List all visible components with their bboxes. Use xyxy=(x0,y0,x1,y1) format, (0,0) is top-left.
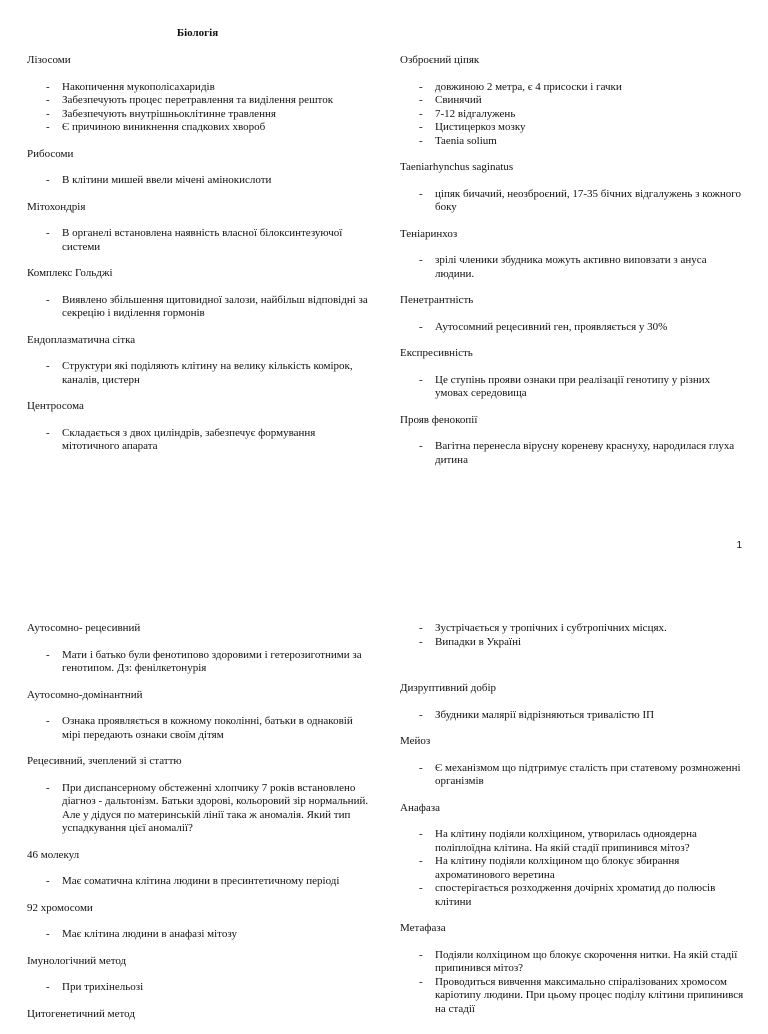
bullet-list xyxy=(400,374,745,401)
section-heading: Аутосомно- рецесивний xyxy=(27,622,141,634)
section xyxy=(27,54,372,135)
list-item: - Подіяли колхіцином що блокує скорочення нитки. На якій стадії припинився мітоз? xyxy=(400,949,745,976)
document-title: Біологія xyxy=(176,27,219,39)
bullet-list xyxy=(27,649,372,676)
section xyxy=(400,228,745,282)
list-item: - Є механізмом що підтримує сталість при статевому розмноженні організмів xyxy=(400,762,745,789)
section xyxy=(27,955,372,995)
list-item: - Цистицеркоз мозку xyxy=(400,121,745,135)
list-item: - Аутосомний рецесивний ген, проявляється у 30% xyxy=(400,321,745,335)
bullet-list xyxy=(27,981,372,995)
bullet-list xyxy=(400,949,745,1017)
section-heading: 92 хромосоми xyxy=(27,901,93,914)
section xyxy=(27,201,372,255)
list-item: - 7-12 відгалужень xyxy=(400,108,745,122)
bullet-list xyxy=(27,174,372,188)
bullet-list xyxy=(27,715,372,742)
section-heading: Теніаринхоз xyxy=(400,227,458,240)
list-item: - Має клітина людини в анафазі мітозу xyxy=(27,928,372,942)
list-item: - Виявлено збільшення щитовидної залози, найбільш відповідні за секрецію і виділення гормонів xyxy=(27,294,372,321)
section xyxy=(27,755,372,836)
list-item: - спостерігається розходження дочірніх хроматид до полюсів клітини xyxy=(400,882,745,909)
bullet-list xyxy=(400,254,745,281)
section-heading: Центросома xyxy=(27,400,84,412)
list-item: - Taenia solium xyxy=(400,135,745,149)
section xyxy=(27,849,372,889)
section xyxy=(27,267,372,321)
list-item: - Свинячий xyxy=(400,94,745,108)
section xyxy=(27,622,372,676)
page2-right-column xyxy=(400,622,745,1029)
page-2 xyxy=(0,606,768,1024)
section xyxy=(400,922,745,1016)
section-heading: Анафаза xyxy=(400,801,440,814)
list-item: - Забезпечують внутрішньоклітинне травлення xyxy=(27,108,372,122)
list-item: - Є причиною виникнення спадкових хвороб xyxy=(27,121,372,135)
bullet-list xyxy=(27,875,372,889)
list-item: - довжиною 2 метра, є 4 присоски і гачки xyxy=(400,81,745,95)
section-heading: Метафаза xyxy=(400,922,446,934)
section xyxy=(27,902,372,942)
section-heading: Прояв фенокопії xyxy=(400,413,478,426)
section-heading: Рецесивний, зчеплений зі статтю xyxy=(27,755,182,767)
section-heading: Мейоз xyxy=(400,735,431,747)
section-heading: Мітохондрія xyxy=(27,200,86,213)
list-item: - При диспансерному обстеженні хлопчику 7 років встановлено діагноз - дальтонізм. Батьки здорові, кольоровий зір нормальний. Але у дідуся по материнській лінії така ж аномалія. Який тип успадкування цієї аномалії? xyxy=(27,782,372,836)
section-heading: Рибосоми xyxy=(27,147,74,160)
list-item: - Випадки в Україні xyxy=(400,636,745,650)
list-item: - Збудники малярії відрізняються тривалістю ІП xyxy=(400,709,745,723)
section-heading: Лізосоми xyxy=(27,54,71,66)
section xyxy=(400,414,745,468)
list-item: - В органелі встановлена наявність власної білоксинтезуючої системи xyxy=(27,227,372,254)
section xyxy=(400,161,745,215)
page-number: 1 xyxy=(736,540,742,551)
section xyxy=(27,689,372,743)
list-item: - ціпяк бичачий, неозброєний, 17-35 бічних відгалужень з кожного боку xyxy=(400,188,745,215)
list-item: - В клітини мишей ввели мічені амінокислоти xyxy=(27,174,372,188)
section xyxy=(27,400,372,454)
section xyxy=(27,1008,372,1022)
section xyxy=(400,622,745,649)
list-item: - При трихінельозі xyxy=(27,981,372,995)
bullet-list xyxy=(27,928,372,942)
section xyxy=(27,334,372,388)
list-item: - Має соматична клітина людини в пресинтетичному періоді xyxy=(27,875,372,889)
bullet-list xyxy=(27,782,372,836)
section-heading: Комплекс Гольджі xyxy=(27,267,113,279)
list-item: - Це ступінь прояви ознаки при реалізації генотипу у різних умовах середовища xyxy=(400,374,745,401)
page1-left-column xyxy=(27,54,372,467)
list-item: - Структури які поділяють клітину на велику кількість комірок, каналів, цистерн xyxy=(27,360,372,387)
page1-right-column xyxy=(400,54,745,480)
list-item: - Забезпечують процес перетравлення та виділення решток xyxy=(27,94,372,108)
section xyxy=(400,682,745,722)
list-item: - На клітину подіяли колхіцином що блокує збирання ахроматинового веретина xyxy=(400,855,745,882)
list-item: - Складається з двох циліндрів, забезпечує формування мітотичного апарата xyxy=(27,427,372,454)
bullet-list xyxy=(27,360,372,387)
section-heading: Імунологічний метод xyxy=(27,954,127,967)
section-heading: Цитогенетичний метод xyxy=(27,1007,135,1020)
list-item: - Накопичення мукополісахаридів xyxy=(27,81,372,95)
section-heading: 46 молекул xyxy=(27,848,80,861)
bullet-list xyxy=(400,81,745,149)
bullet-list xyxy=(400,828,745,909)
list-item: - зрілі членики збудника можуть активно виповзати з ануса людини. xyxy=(400,254,745,281)
section-heading: Озброєний ціпяк xyxy=(400,54,480,66)
bullet-list xyxy=(400,188,745,215)
list-item: - На клітину подіяли колхіцином, утворилась одноядерна поліплоїдна клітина. На якій стадії припинився мітоз? xyxy=(400,828,745,855)
section xyxy=(400,347,745,401)
bullet-list xyxy=(400,762,745,789)
bullet-list xyxy=(27,427,372,454)
section xyxy=(400,54,745,148)
section xyxy=(400,294,745,334)
section xyxy=(27,148,372,188)
bullet-list xyxy=(400,622,745,649)
bullet-list xyxy=(27,81,372,135)
section-heading: Taeniarhynchus saginatus xyxy=(400,161,514,173)
page2-left-column xyxy=(27,622,372,1034)
list-item: - Вагітна перенесла вірусну кореневу краснуху, народилася глуха дитина xyxy=(400,440,745,467)
section-heading: Дизруптивний добір xyxy=(400,682,497,694)
section xyxy=(400,802,745,910)
section-heading: Експресивність xyxy=(400,347,473,359)
bullet-list xyxy=(27,294,372,321)
bullet-list xyxy=(400,709,745,723)
bullet-list xyxy=(400,440,745,467)
section-heading: Ендоплазматична сітка xyxy=(27,333,136,346)
bullet-list xyxy=(400,321,745,335)
list-item: - Ознака проявляється в кожному поколінні, батьки в однаковій мірі передають ознаки своїм дітям xyxy=(27,715,372,742)
section-heading: Аутосомно-домінантний xyxy=(27,688,143,701)
bullet-list xyxy=(27,227,372,254)
section-heading: Пенетрантність xyxy=(400,294,474,306)
list-item: - Мати і батько були фенотипово здоровими і гетерозиготними за генотипом. Дз: фенілкетонурія xyxy=(27,649,372,676)
list-item: - Проводиться вивчення максимально спіралізованих хромосом каріотипу людини. При цьому процес поділу клітини припинився на стадії xyxy=(400,976,745,1017)
list-item: - Зустрічається у тропічних і субтропічних місцях. xyxy=(400,622,745,636)
section xyxy=(400,735,745,789)
